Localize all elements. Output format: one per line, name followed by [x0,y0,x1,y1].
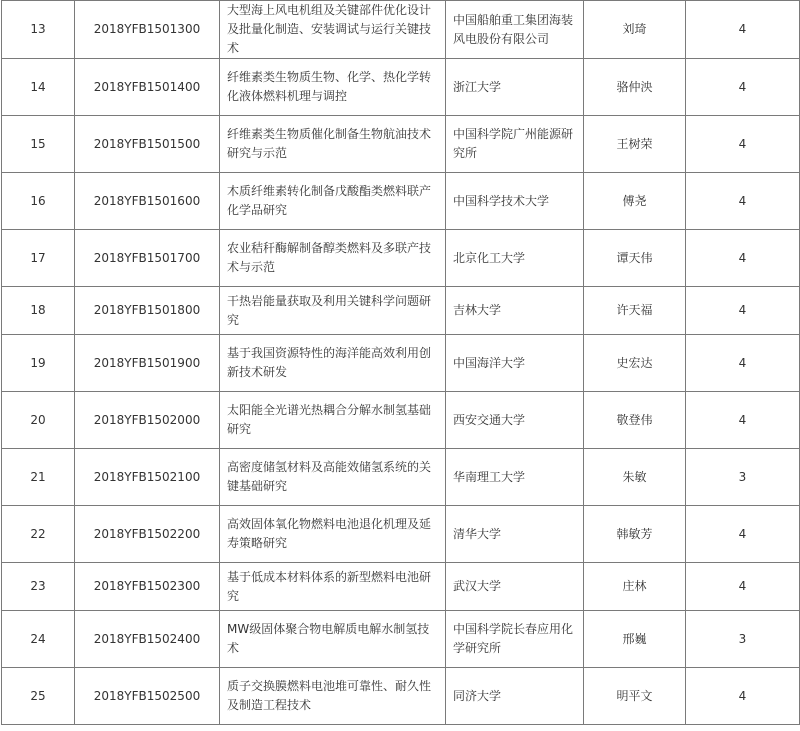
cell-project-code: 2018YFB1502100 [75,449,220,506]
cell-project-lead: 邢巍 [584,611,686,668]
cell-project-name: 木质纤维素转化制备戊酸酯类燃料联产化学品研究 [220,173,446,230]
cell-organization: 中国科学技术大学 [446,173,584,230]
cell-number: 14 [2,59,75,116]
cell-project-code: 2018YFB1502300 [75,563,220,611]
cell-number: 15 [2,116,75,173]
cell-project-code: 2018YFB1501800 [75,287,220,335]
cell-project-name: 纤维素类生物质催化制备生物航油技术研究与示范 [220,116,446,173]
cell-count: 4 [686,287,800,335]
cell-project-name: 干热岩能量获取及利用关键科学问题研究 [220,287,446,335]
cell-number: 24 [2,611,75,668]
cell-count: 4 [686,1,800,59]
cell-organization: 中国科学院广州能源研究所 [446,116,584,173]
cell-count: 4 [686,335,800,392]
cell-count: 4 [686,563,800,611]
cell-organization: 吉林大学 [446,287,584,335]
cell-number: 25 [2,668,75,725]
cell-count: 4 [686,59,800,116]
cell-count: 4 [686,392,800,449]
cell-count: 4 [686,116,800,173]
cell-organization: 北京化工大学 [446,230,584,287]
table-row [2,173,800,230]
cell-project-name: 高效固体氧化物燃料电池退化机理及延寿策略研究 [220,506,446,563]
cell-count: 4 [686,173,800,230]
project-table [1,0,800,725]
cell-number: 18 [2,287,75,335]
table-row [2,230,800,287]
cell-count: 4 [686,230,800,287]
cell-number: 17 [2,230,75,287]
cell-project-lead: 骆仲泱 [584,59,686,116]
cell-project-code: 2018YFB1502500 [75,668,220,725]
table-row [2,116,800,173]
cell-organization: 中国船舶重工集团海装风电股份有限公司 [446,1,584,59]
cell-number: 13 [2,1,75,59]
cell-project-name: 基于低成本材料体系的新型燃料电池研究 [220,563,446,611]
table-row [2,59,800,116]
cell-number: 23 [2,563,75,611]
cell-project-name: 农业秸秆酶解制备醇类燃料及多联产技术与示范 [220,230,446,287]
cell-project-code: 2018YFB1501900 [75,335,220,392]
cell-number: 19 [2,335,75,392]
cell-organization: 中国海洋大学 [446,335,584,392]
cell-number: 22 [2,506,75,563]
cell-number: 16 [2,173,75,230]
cell-project-code: 2018YFB1502200 [75,506,220,563]
table-row [2,449,800,506]
table-row [2,1,800,59]
cell-count: 4 [686,668,800,725]
cell-organization: 浙江大学 [446,59,584,116]
cell-project-code: 2018YFB1501500 [75,116,220,173]
cell-count: 3 [686,449,800,506]
cell-project-name: 大型海上风电机组及关键部件优化设计及批量化制造、安装调试与运行关键技术 [220,1,446,59]
cell-project-code: 2018YFB1502000 [75,392,220,449]
table-row [2,287,800,335]
cell-project-code: 2018YFB1502400 [75,611,220,668]
cell-count: 4 [686,506,800,563]
table-row [2,392,800,449]
cell-project-code: 2018YFB1501400 [75,59,220,116]
cell-project-name: 太阳能全光谱光热耦合分解水制氢基础研究 [220,392,446,449]
cell-project-lead: 王树荣 [584,116,686,173]
cell-project-lead: 朱敏 [584,449,686,506]
cell-project-name: MW级固体聚合物电解质电解水制氢技术 [220,611,446,668]
table-row [2,506,800,563]
cell-project-name: 基于我国资源特性的海洋能高效利用创新技术研发 [220,335,446,392]
cell-project-code: 2018YFB1501600 [75,173,220,230]
cell-project-code: 2018YFB1501300 [75,1,220,59]
cell-number: 21 [2,449,75,506]
cell-project-name: 纤维素类生物质生物、化学、热化学转化液体燃料机理与调控 [220,59,446,116]
cell-project-lead: 明平文 [584,668,686,725]
cell-number: 20 [2,392,75,449]
cell-project-lead: 韩敏芳 [584,506,686,563]
cell-project-lead: 敬登伟 [584,392,686,449]
table-row [2,335,800,392]
table-row [2,563,800,611]
cell-project-lead: 庄林 [584,563,686,611]
cell-organization: 同济大学 [446,668,584,725]
table-row [2,611,800,668]
cell-project-name: 质子交换膜燃料电池堆可靠性、耐久性及制造工程技术 [220,668,446,725]
cell-count: 3 [686,611,800,668]
cell-organization: 中国科学院长春应用化学研究所 [446,611,584,668]
cell-organization: 武汉大学 [446,563,584,611]
cell-project-lead: 刘琦 [584,1,686,59]
cell-project-lead: 史宏达 [584,335,686,392]
cell-project-lead: 谭天伟 [584,230,686,287]
cell-project-name: 高密度储氢材料及高能效储氢系统的关键基础研究 [220,449,446,506]
cell-project-code: 2018YFB1501700 [75,230,220,287]
cell-project-lead: 许天福 [584,287,686,335]
cell-organization: 华南理工大学 [446,449,584,506]
cell-project-lead: 傅尧 [584,173,686,230]
table-row [2,668,800,725]
cell-organization: 清华大学 [446,506,584,563]
cell-organization: 西安交通大学 [446,392,584,449]
